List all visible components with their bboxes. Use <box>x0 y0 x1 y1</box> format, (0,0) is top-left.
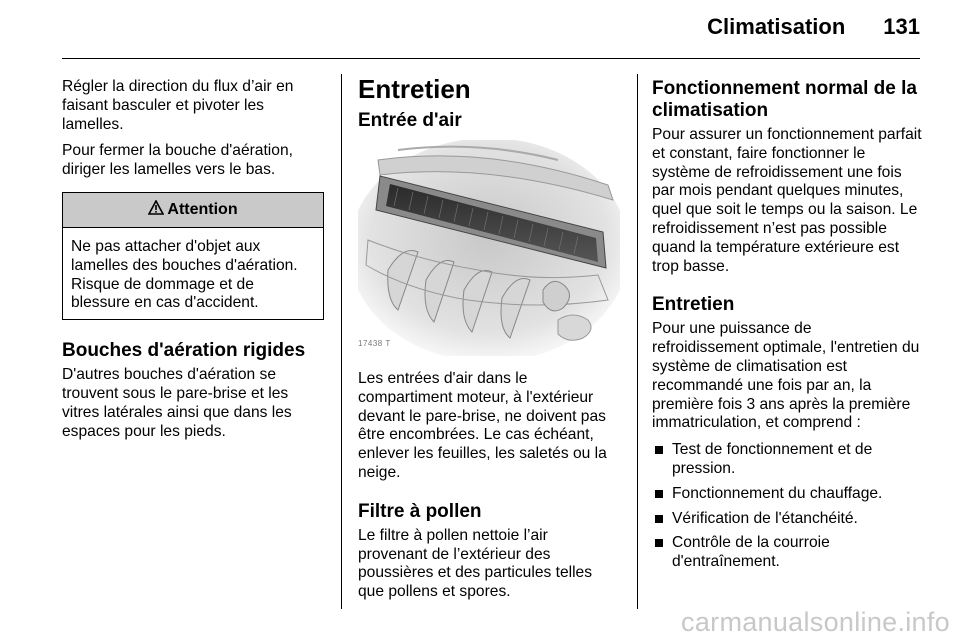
warning-header <box>63 193 323 228</box>
column-divider <box>341 74 342 609</box>
figure-code: 17438 T <box>358 339 391 349</box>
bullet-square-icon <box>655 446 663 454</box>
list-item: Test de fonctionnement et de pression. <box>652 441 922 479</box>
section-heading: Fonctionnement normal de la climatisation <box>652 78 917 121</box>
column-right <box>652 78 922 578</box>
page-title: Climatisation <box>707 14 846 39</box>
header-rule <box>62 58 920 59</box>
maintenance-list <box>652 441 922 572</box>
watermark: carmanualsonline.info <box>681 607 950 637</box>
warning-text: Ne pas attacher d'objet aux lamelles des bouches d'aération. Risque de dommage et de blessure en cas d'accident. <box>71 237 298 312</box>
page-number: 131 <box>883 14 920 39</box>
section-heading: Entretien <box>652 294 735 316</box>
bullet-square-icon <box>655 539 663 547</box>
section-title: Entretien <box>358 74 471 104</box>
list-item: Contrôle de la courroie d'entraînement. <box>652 534 922 572</box>
air-intake-illustration <box>358 140 620 356</box>
bullet-square-icon <box>655 515 663 523</box>
page-header <box>707 14 920 40</box>
list-item: Vérification de l'étanchéité. <box>652 510 922 529</box>
paragraph: Régler la direction du flux d’air en faisant basculer et pivoter les lamelles. <box>62 78 294 133</box>
paragraph: Le filtre à pollen nettoie l’air provenant de l’extérieur des poussières et des particules telles que pollens et spores. <box>358 526 593 601</box>
section-heading: Entrée d'air <box>358 110 462 131</box>
column-divider <box>637 74 638 609</box>
paragraph: Pour assurer un fonctionnement parfait et constant, faire fonctionner le système de refroidissement une fois par mois pendant quelques minutes, quel que soit le temps ou la saison. Le refroidissement n’est pas possible quand la température extérieure est trop basse. <box>652 126 922 275</box>
column-middle <box>358 74 620 610</box>
column-left <box>62 78 324 449</box>
section-heading: Filtre à pollen <box>358 500 482 522</box>
paragraph: Pour fermer la bouche d'aération, diriger les lamelles vers le bas. <box>62 142 293 179</box>
section-heading: Bouches d'aération rigides <box>62 340 306 362</box>
paragraph: Pour une puissance de refroidissement optimale, l'entretien du système de climatisation est recommandé une fois par an, la première fois 3 ans après la première immatriculation, et comprend : <box>652 320 920 432</box>
paragraph: D'autres bouches d'aération se trouvent sous le pare-brise et les vitres latérales ainsi que dans les espaces pour les pieds. <box>62 366 292 440</box>
warning-label: Attention <box>167 200 238 218</box>
list-item: Fonctionnement du chauffage. <box>652 485 922 504</box>
paragraph: Les entrées d'air dans le compartiment moteur, à l'extérieur devant le pare-brise, ne doivent pas être encombrées. Le cas échéant, enlever les feuilles, les saletés ou la neige. <box>358 370 607 481</box>
warning-triangle-icon <box>148 200 164 221</box>
warning-box <box>62 192 324 320</box>
bullet-square-icon <box>655 490 663 498</box>
